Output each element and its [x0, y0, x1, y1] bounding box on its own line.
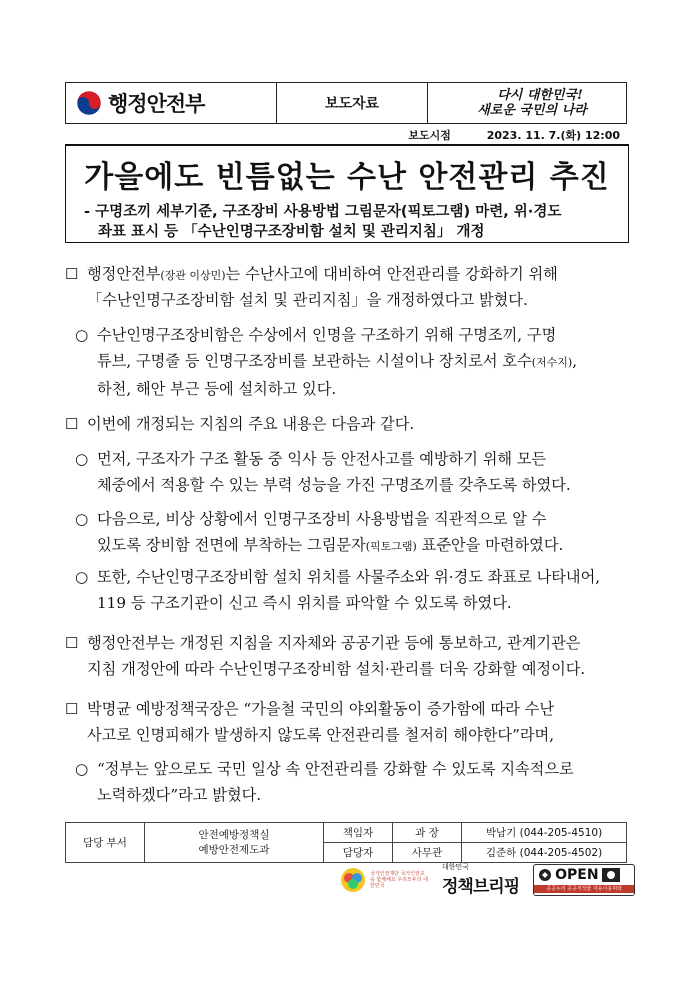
circle-bullet: ○	[75, 568, 89, 586]
page-title: 가을에도 빈틈없는 수난 안전관리 추진	[84, 160, 610, 195]
subtitle-line1: - 구명조끼 세부기준, 구조장비 사용방법 그림문자(픽토그램) 마련, 위·경도	[84, 204, 562, 220]
role-label: 담당자	[324, 843, 393, 863]
paragraph-1: ☐ 행정안전부(장관 이상민)는 수난사고에 대비하여 안전관리를 강화하기 위해 「수난인명구조장비함 설치 및 관리지침」을 개정하였다고 밝혔다.	[65, 262, 635, 312]
slogan-line1: 다시 대한민국!	[497, 88, 583, 103]
paragraph-7: ☐ 행정안전부는 개정된 지침을 지자체와 공공기관 등에 통보하고, 관계기관은 지침 개정안에 따라 수난인명구조장비함 설치·관리를 더욱 강화할 예정이다.	[65, 630, 635, 682]
contact-name-phone: 박남기 (044-205-4510)	[462, 823, 627, 843]
subtitle-line2: 좌표 표시 등 「수난인명구조장비함 설치 및 관리지침」 개정	[98, 224, 485, 240]
slogan-line2: 새로운 국민의 나라	[477, 103, 587, 118]
circle-bullet: ○	[75, 326, 89, 344]
taegeuk-emblem-icon	[76, 90, 102, 116]
circle-bullet: ○	[75, 450, 89, 468]
ministry-name: 행정안전부	[108, 92, 205, 116]
paragraph-4: ○ 먼저, 구조자가 구조 활동 중 익사 등 안전사고를 예방하기 위해 모든 체중에서 적용할 수 있는 부력 성능을 가진 구명조끼를 갖추도록 하였다.	[75, 446, 635, 498]
position: 과 장	[393, 823, 462, 843]
dept-name: 안전예방정책실 예방안전제도과	[145, 823, 324, 863]
box-bullet: ☐	[65, 700, 79, 718]
paragraph-6: ○ 또한, 수난인명구조장비함 설치 위치를 사물주소와 위·경도 좌표로 나타내어, 119 등 구조기관이 신고 즉시 위치를 파악할 수 있도록 하였다.	[75, 564, 635, 616]
table-row	[66, 823, 627, 843]
box-bullet: ☐	[65, 415, 79, 433]
paragraph-9: ○ “정부는 앞으로도 국민 일상 속 안전관리를 강화할 수 있도록 지속적으로 노력하겠다”라고 밝혔다.	[75, 756, 635, 808]
document-header	[65, 82, 627, 124]
campaign-logo	[340, 867, 428, 893]
open-license-text: 공공누리 공공저작물 자유이용허락	[534, 885, 634, 893]
slogan	[428, 83, 626, 123]
footer-logos	[340, 862, 635, 897]
campaign-text: 국가인권재단 국가인권교육 함께해요 우리모두의 대한민국	[370, 870, 428, 889]
doc-type: 보도자료	[277, 83, 428, 123]
box-bullet: ☐	[65, 265, 79, 283]
release-label: 보도시점	[408, 129, 451, 142]
contact-table	[65, 822, 627, 863]
paragraph-5: ○ 다음으로, 비상 상황에서 인명구조장비 사용방법을 직관적으로 알 수 있도록 장비함 전면에 부착하는 그림문자(픽토그램) 표준안을 마련하였다.	[75, 506, 635, 560]
release-time-row	[408, 127, 620, 143]
position: 사무관	[393, 843, 462, 863]
paragraph-8: ☐ 박명균 예방정책국장은 “가을철 국민의 야외활동이 증가함에 따라 수난 사고로 인명피해가 발생하지 않도록 안전관리를 철저히 해야한다”라며,	[65, 696, 635, 748]
paragraph-3: ☐ 이번에 개정되는 지침의 주요 내용은 다음과 같다.	[65, 412, 635, 436]
circle-bullet: ○	[75, 760, 89, 778]
campaign-emblem-icon	[340, 867, 366, 893]
paragraph-2: ○ 수난인명구조장비함은 수상에서 인명을 구조하기 위해 구명조끼, 구명 튜브, 구명줄 등 인명구조장비를 보관하는 시설이나 장치로서 호수(저수지), 하천, 해안 부근 등에 설치하고 있다.	[75, 322, 635, 402]
title-box	[65, 144, 629, 243]
circle-bullet: ○	[75, 510, 89, 528]
role-label: 책임자	[324, 823, 393, 843]
box-bullet: ☐	[65, 634, 79, 652]
open-license-badge: OPEN 공공누리 공공저작물 자유이용허락	[533, 864, 635, 896]
dept-label: 담당 부서	[66, 823, 145, 863]
contact-name-phone: 김준하 (044-205-4502)	[462, 843, 627, 863]
release-time: 2023. 11. 7.(화) 12:00	[486, 129, 620, 142]
subtitle	[66, 202, 628, 242]
open-circle-icon	[538, 868, 552, 882]
policy-briefing-logo: 대한민국 정책브리핑	[442, 863, 520, 897]
ministry-logo-cell	[66, 83, 277, 123]
cc-badge-icon	[602, 868, 620, 882]
